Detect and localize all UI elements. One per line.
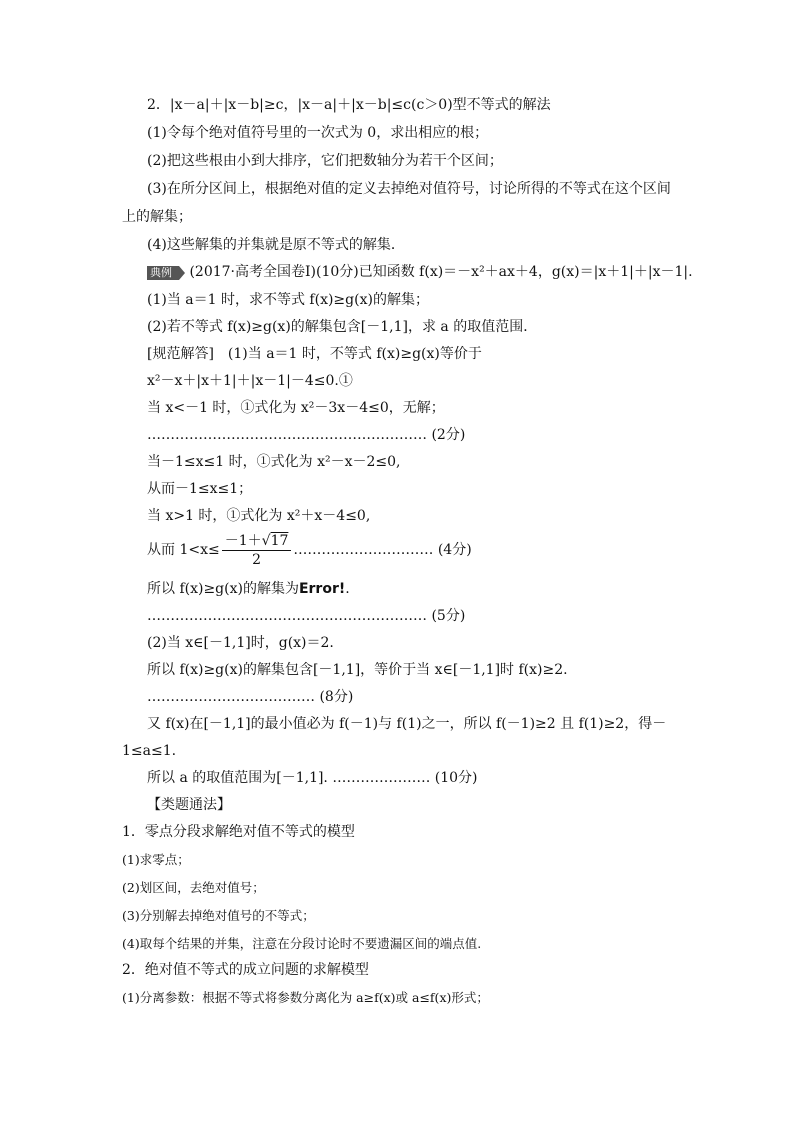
score-5: …………………………………………………… (5分)	[147, 608, 466, 624]
solution-intro: [规范解答] (1)当 a＝1 时，不等式 f(x)≥g(x)等价于	[147, 346, 482, 362]
error-text: Error!	[298, 581, 346, 597]
model-1-step-1: (1)求零点；	[122, 852, 190, 867]
step-4: (4)这些解集的并集就是原不等式的解集．	[147, 237, 405, 253]
score-8: ……………………………… (8分)	[147, 689, 354, 705]
step-2: (2)把这些根由小到大排序，它们把数轴分为若干个区间；	[147, 153, 503, 169]
question-1: (1)当 a＝1 时，求不等式 f(x)≥g(x)的解集；	[147, 292, 429, 308]
example-tag: 典例	[147, 266, 179, 280]
step-1: (1)令每个绝对值符号里的一次式为 0，求出相应的根；	[147, 125, 489, 141]
solution-case-2-result: 从而－1≤x≤1；	[147, 481, 253, 497]
solution-fraction-line	[147, 530, 472, 570]
example-text: (2017·高考全国卷Ⅰ)(10分)已知函数 f(x)＝－x²＋ax＋4，g(x)＝|x＋1|＋|x－1|.	[189, 264, 693, 280]
model-1-heading: 1．零点分段求解绝对值不等式的模型	[122, 824, 355, 840]
model-2-heading: 2．绝对值不等式的成立问题的求解模型	[122, 962, 369, 978]
fraction	[222, 532, 292, 569]
model-2-step-1: (1)分离参数：根据不等式将参数分离化为 a≥f(x)或 a≤f(x)形式；	[122, 990, 489, 1005]
part-2-line-3: 又 f(x)在[－1,1]的最小值必为 f(－1)与 f(1)之一，所以 f(－1)≥2 且 f(1)≥2，得－	[147, 716, 667, 732]
step-3-cont: 上的解集；	[122, 209, 192, 225]
model-1-step-3: (3)分别解去掉绝对值号的不等式；	[122, 908, 315, 923]
solution-set-line: 所以 f(x)≥g(x)的解集为Error!.	[147, 581, 350, 597]
score-2: …………………………………………………… (2分)	[147, 427, 466, 443]
example-line	[147, 262, 693, 282]
solution-case-1: 当 x<－1 时，①式化为 x²－3x－4≤0，无解；	[147, 400, 445, 416]
model-1-step-2: (2)划区间，去绝对值号；	[122, 880, 265, 895]
solution-case-2: 当－1≤x≤1 时，①式化为 x²－x－2≤0,	[147, 454, 401, 470]
question-2: (2)若不等式 f(x)≥g(x)的解集包含[－1,1]，求 a 的取值范围．	[147, 319, 538, 335]
method-heading: 【类题通法】	[147, 797, 231, 813]
part-2-line-1: (2)当 x∈[－1,1]时，g(x)＝2.	[147, 635, 334, 651]
part-2-conclusion: 所以 a 的取值范围为[－1,1]. ………………… (10分)	[147, 770, 478, 786]
step-3: (3)在所分区间上，根据绝对值的定义去掉绝对值符号，讨论所得的不等式在这个区间	[147, 181, 671, 197]
fraction-numerator: －1＋√17	[222, 532, 292, 551]
fraction-suffix: ………………………… (4分)	[293, 542, 472, 558]
part-2-line-3-cont: 1≤a≤1.	[122, 743, 177, 759]
section-heading-2: 2．|x－a|＋|x－b|≥c，|x－a|＋|x－b|≤c(c＞0)型不等式的解法	[147, 97, 551, 113]
part-2-line-2: 所以 f(x)≥g(x)的解集包含[－1,1]，等价于当 x∈[－1,1]时 f(x)≥2.	[147, 662, 568, 678]
fraction-denominator: 2	[252, 551, 262, 568]
solution-case-3: 当 x>1 时，①式化为 x²＋x－4≤0,	[147, 508, 371, 524]
fraction-prefix: 从而 1<x≤	[147, 542, 220, 558]
model-1-step-4: (4)取每个结果的并集，注意在分段讨论时不要遗漏区间的端点值.	[122, 936, 482, 951]
solution-eq-1: x²－x＋|x＋1|＋|x－1|－4≤0.①	[147, 373, 353, 389]
